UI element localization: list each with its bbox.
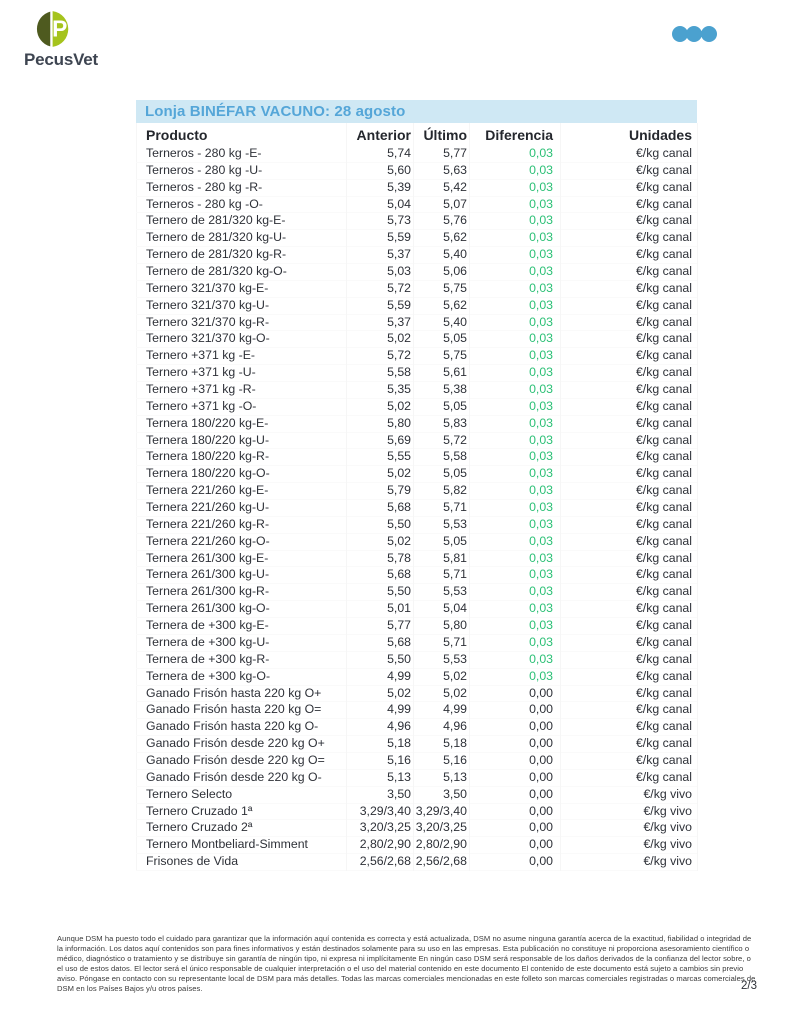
difference-cell: 0,03: [470, 668, 561, 685]
previous-price-cell: 5,77: [347, 618, 414, 635]
product-name-cell: Ternera 261/300 kg-R-: [137, 584, 347, 601]
product-name-cell: Ternero 321/370 kg-R-: [137, 314, 347, 331]
table-row: [137, 179, 698, 196]
latest-price-cell: 5,05: [414, 466, 470, 483]
product-name-cell: Ternera 221/260 kg-R-: [137, 516, 347, 533]
table-row: [137, 567, 698, 584]
product-name-cell: Terneros - 280 kg -R-: [137, 179, 347, 196]
table-row: [137, 365, 698, 382]
units-cell: €/kg canal: [561, 348, 698, 365]
table-row: [137, 719, 698, 736]
difference-cell: 0,00: [470, 702, 561, 719]
previous-price-cell: 5,80: [347, 415, 414, 432]
previous-price-cell: 5,03: [347, 264, 414, 281]
previous-price-cell: 5,50: [347, 651, 414, 668]
difference-cell: 0,03: [470, 280, 561, 297]
units-cell: €/kg canal: [561, 719, 698, 736]
difference-cell: 0,00: [470, 719, 561, 736]
difference-cell: 0,00: [470, 736, 561, 753]
latest-price-cell: 5,72: [414, 432, 470, 449]
table-row: [137, 466, 698, 483]
pecusvet-logo: [24, 10, 134, 70]
latest-price-cell: 5,75: [414, 348, 470, 365]
product-name-cell: Ternero 321/370 kg-U-: [137, 297, 347, 314]
difference-cell: 0,00: [470, 803, 561, 820]
latest-price-cell: 5,83: [414, 415, 470, 432]
previous-price-cell: 2,56/2,68: [347, 854, 414, 871]
product-name-cell: Ternera 180/220 kg-U-: [137, 432, 347, 449]
previous-price-cell: 5,16: [347, 752, 414, 769]
difference-cell: 0,03: [470, 196, 561, 213]
difference-cell: 0,03: [470, 382, 561, 399]
units-cell: €/kg canal: [561, 432, 698, 449]
units-cell: €/kg canal: [561, 618, 698, 635]
previous-price-cell: 5,58: [347, 365, 414, 382]
previous-price-cell: 5,68: [347, 567, 414, 584]
previous-price-cell: 5,02: [347, 331, 414, 348]
product-name-cell: Ternero de 281/320 kg-U-: [137, 230, 347, 247]
table-row: [137, 247, 698, 264]
latest-price-cell: 5,02: [414, 685, 470, 702]
units-cell: €/kg vivo: [561, 786, 698, 803]
previous-price-cell: 5,39: [347, 179, 414, 196]
previous-price-cell: 3,20/3,25: [347, 820, 414, 837]
units-cell: €/kg canal: [561, 584, 698, 601]
difference-cell: 0,03: [470, 398, 561, 415]
difference-cell: 0,03: [470, 500, 561, 517]
table-row: [137, 331, 698, 348]
difference-cell: 0,03: [470, 618, 561, 635]
table-row: [137, 854, 698, 871]
latest-price-cell: 2,80/2,90: [414, 837, 470, 854]
latest-price-cell: 5,16: [414, 752, 470, 769]
table-row: [137, 483, 698, 500]
difference-cell: 0,03: [470, 415, 561, 432]
units-cell: €/kg canal: [561, 736, 698, 753]
units-cell: €/kg canal: [561, 230, 698, 247]
product-name-cell: Ternera de +300 kg-U-: [137, 634, 347, 651]
table-row: [137, 837, 698, 854]
product-name-cell: Ternero Montbeliard-Simment: [137, 837, 347, 854]
latest-price-cell: 5,62: [414, 297, 470, 314]
previous-price-cell: 5,37: [347, 314, 414, 331]
product-name-cell: Frisones de Vida: [137, 854, 347, 871]
previous-price-cell: 5,72: [347, 348, 414, 365]
units-cell: €/kg vivo: [561, 837, 698, 854]
page-indicator: 2/3: [741, 980, 757, 992]
difference-cell: 0,03: [470, 179, 561, 196]
product-name-cell: Ternera de +300 kg-O-: [137, 668, 347, 685]
table-row: [137, 668, 698, 685]
difference-cell: 0,00: [470, 837, 561, 854]
difference-cell: 0,00: [470, 769, 561, 786]
table-row: [137, 162, 698, 179]
latest-price-cell: 5,38: [414, 382, 470, 399]
dot-icon: [686, 26, 702, 42]
latest-price-cell: 5,02: [414, 668, 470, 685]
previous-price-cell: 5,68: [347, 634, 414, 651]
product-name-cell: Ganado Frisón desde 220 kg O+: [137, 736, 347, 753]
table-row: [137, 752, 698, 769]
table-row: [137, 584, 698, 601]
latest-price-cell: 3,29/3,40: [414, 803, 470, 820]
latest-price-cell: 5,82: [414, 483, 470, 500]
table-row: [137, 280, 698, 297]
table-row: [137, 230, 698, 247]
difference-cell: 0,00: [470, 752, 561, 769]
latest-price-cell: 5,05: [414, 533, 470, 550]
previous-price-cell: 3,29/3,40: [347, 803, 414, 820]
table-row: [137, 769, 698, 786]
section-title: Lonja BINÉFAR VACUNO: 28 agosto: [145, 103, 406, 120]
table-row: [137, 634, 698, 651]
table-row: [137, 533, 698, 550]
previous-price-cell: 5,79: [347, 483, 414, 500]
previous-price-cell: 5,50: [347, 516, 414, 533]
difference-cell: 0,03: [470, 483, 561, 500]
table-row: [137, 398, 698, 415]
difference-cell: 0,00: [470, 685, 561, 702]
previous-price-cell: 5,59: [347, 230, 414, 247]
units-cell: €/kg canal: [561, 550, 698, 567]
table-row: [137, 449, 698, 466]
latest-price-cell: 5,53: [414, 651, 470, 668]
table-row: [137, 500, 698, 517]
table-row: [137, 213, 698, 230]
product-name-cell: Ganado Frisón hasta 220 kg O-: [137, 719, 347, 736]
latest-price-cell: 5,05: [414, 398, 470, 415]
units-cell: €/kg canal: [561, 449, 698, 466]
product-name-cell: Ternera 221/260 kg-U-: [137, 500, 347, 517]
latest-price-cell: 5,71: [414, 567, 470, 584]
units-cell: €/kg canal: [561, 247, 698, 264]
table-row: [137, 382, 698, 399]
product-name-cell: Ternero de 281/320 kg-O-: [137, 264, 347, 281]
previous-price-cell: 5,35: [347, 382, 414, 399]
units-cell: €/kg canal: [561, 685, 698, 702]
brand-name: PecusVet: [24, 50, 99, 69]
units-cell: €/kg canal: [561, 752, 698, 769]
previous-price-cell: 5,68: [347, 500, 414, 517]
product-name-cell: Ganado Frisón desde 220 kg O=: [137, 752, 347, 769]
difference-cell: 0,03: [470, 466, 561, 483]
latest-price-cell: 5,77: [414, 146, 470, 162]
table-row: [137, 803, 698, 820]
product-name-cell: Ternero Cruzado 1ª: [137, 803, 347, 820]
previous-price-cell: 3,50: [347, 786, 414, 803]
units-cell: €/kg canal: [561, 196, 698, 213]
latest-price-cell: 5,07: [414, 196, 470, 213]
table-row: [137, 196, 698, 213]
product-name-cell: Ternera 261/300 kg-O-: [137, 601, 347, 618]
difference-cell: 0,03: [470, 516, 561, 533]
product-name-cell: Ganado Frisón desde 220 kg O-: [137, 769, 347, 786]
units-cell: €/kg canal: [561, 702, 698, 719]
dot-icon: [701, 26, 717, 42]
units-cell: €/kg canal: [561, 365, 698, 382]
table-row: [137, 348, 698, 365]
previous-price-cell: 5,69: [347, 432, 414, 449]
product-name-cell: Ternera 180/220 kg-O-: [137, 466, 347, 483]
previous-price-cell: 5,18: [347, 736, 414, 753]
latest-price-cell: 3,20/3,25: [414, 820, 470, 837]
latest-price-cell: 5,42: [414, 179, 470, 196]
latest-price-cell: 5,71: [414, 634, 470, 651]
difference-cell: 0,03: [470, 162, 561, 179]
product-name-cell: Ternera 221/260 kg-E-: [137, 483, 347, 500]
latest-price-cell: 5,61: [414, 365, 470, 382]
latest-price-cell: 5,63: [414, 162, 470, 179]
table-row: [137, 432, 698, 449]
units-cell: €/kg canal: [561, 483, 698, 500]
difference-cell: 0,03: [470, 634, 561, 651]
footer-disclaimer: Aunque DSM ha puesto todo el cuidado para garantizar que la información aquí contenida es correcta y está actualizada, DSM no asume ninguna garantía acerca de la exactitud, fiabilidad o integridad de la información. Los datos aquí contenidos son para fines informativos y están destinados solamente para su uso en las empresas. Esta publicación no constituye ni proporciona asesoramiento científico o médico, diagnóstico o tratamiento y se distribuye sin garantía de ningún tipo, ni expresa ni implícitamente En ningún caso DSM será responsable de los daños derivados de la confianza del lector sobre, o el uso de estos datos. El lector será el único responsable de cualquier interpretación o el uso del material contenido en este documento El contenido de este documento está sujeto a cambios sin previo aviso. Póngase en contacto con su representante local de DSM para más detalles. Todas las marcas comerciales mencionadas en este folleto son marcas comerciales registradas o marcas comerciales de DSM en los Países Bajos y/u otros países.: [57, 934, 756, 994]
previous-price-cell: 5,59: [347, 297, 414, 314]
column-header-unidades: Unidades: [561, 123, 698, 146]
latest-price-cell: 4,99: [414, 702, 470, 719]
product-name-cell: Ternero +371 kg -E-: [137, 348, 347, 365]
units-cell: €/kg canal: [561, 668, 698, 685]
units-cell: €/kg canal: [561, 634, 698, 651]
previous-price-cell: 5,02: [347, 533, 414, 550]
difference-cell: 0,03: [470, 449, 561, 466]
product-name-cell: Ternero Selecto: [137, 786, 347, 803]
product-name-cell: Ternera de +300 kg-R-: [137, 651, 347, 668]
table-row: [137, 786, 698, 803]
units-cell: €/kg canal: [561, 533, 698, 550]
difference-cell: 0,03: [470, 331, 561, 348]
previous-price-cell: 5,74: [347, 146, 414, 162]
units-cell: €/kg vivo: [561, 803, 698, 820]
difference-cell: 0,03: [470, 297, 561, 314]
difference-cell: 0,03: [470, 651, 561, 668]
latest-price-cell: 5,40: [414, 314, 470, 331]
product-name-cell: Terneros - 280 kg -U-: [137, 162, 347, 179]
previous-price-cell: 5,13: [347, 769, 414, 786]
previous-price-cell: 5,01: [347, 601, 414, 618]
units-cell: €/kg canal: [561, 466, 698, 483]
latest-price-cell: 5,71: [414, 500, 470, 517]
units-cell: €/kg canal: [561, 415, 698, 432]
product-name-cell: Ternero Cruzado 2ª: [137, 820, 347, 837]
units-cell: €/kg canal: [561, 601, 698, 618]
latest-price-cell: 5,13: [414, 769, 470, 786]
previous-price-cell: 4,99: [347, 668, 414, 685]
difference-cell: 0,03: [470, 550, 561, 567]
product-name-cell: Ternero +371 kg -U-: [137, 365, 347, 382]
difference-cell: 0,03: [470, 247, 561, 264]
product-name-cell: Ternera de +300 kg-E-: [137, 618, 347, 635]
difference-cell: 0,03: [470, 314, 561, 331]
latest-price-cell: 3,50: [414, 786, 470, 803]
units-cell: €/kg canal: [561, 500, 698, 517]
latest-price-cell: 5,06: [414, 264, 470, 281]
table-row: [137, 736, 698, 753]
table-row: [137, 415, 698, 432]
latest-price-cell: 5,58: [414, 449, 470, 466]
product-name-cell: Terneros - 280 kg -E-: [137, 146, 347, 162]
previous-price-cell: 5,02: [347, 466, 414, 483]
latest-price-cell: 5,53: [414, 516, 470, 533]
latest-price-cell: 5,40: [414, 247, 470, 264]
column-header-ultimo: Último: [414, 123, 470, 146]
three-dots-decoration: [672, 26, 720, 42]
latest-price-cell: 4,96: [414, 719, 470, 736]
units-cell: €/kg canal: [561, 146, 698, 162]
column-header-producto: Producto: [137, 123, 347, 146]
units-cell: €/kg canal: [561, 567, 698, 584]
price-table: [136, 123, 698, 871]
difference-cell: 0,03: [470, 146, 561, 162]
previous-price-cell: 5,60: [347, 162, 414, 179]
units-cell: €/kg canal: [561, 314, 698, 331]
difference-cell: 0,00: [470, 854, 561, 871]
units-cell: €/kg vivo: [561, 820, 698, 837]
product-name-cell: Ternera 261/300 kg-U-: [137, 567, 347, 584]
previous-price-cell: 4,96: [347, 719, 414, 736]
difference-cell: 0,03: [470, 365, 561, 382]
product-name-cell: Ternera 180/220 kg-R-: [137, 449, 347, 466]
difference-cell: 0,03: [470, 230, 561, 247]
difference-cell: 0,03: [470, 264, 561, 281]
previous-price-cell: 5,02: [347, 398, 414, 415]
difference-cell: 0,03: [470, 213, 561, 230]
product-name-cell: Ternero +371 kg -O-: [137, 398, 347, 415]
difference-cell: 0,03: [470, 584, 561, 601]
table-row: [137, 685, 698, 702]
product-name-cell: Terneros - 280 kg -O-: [137, 196, 347, 213]
product-name-cell: Ganado Frisón hasta 220 kg O+: [137, 685, 347, 702]
units-cell: €/kg canal: [561, 297, 698, 314]
table-row: [137, 146, 698, 162]
price-table-body: [137, 146, 698, 870]
latest-price-cell: 5,04: [414, 601, 470, 618]
latest-price-cell: 5,62: [414, 230, 470, 247]
svg-text:P: P: [52, 15, 68, 42]
units-cell: €/kg canal: [561, 179, 698, 196]
units-cell: €/kg canal: [561, 651, 698, 668]
latest-price-cell: 5,53: [414, 584, 470, 601]
product-name-cell: Ternera 261/300 kg-E-: [137, 550, 347, 567]
previous-price-cell: 5,73: [347, 213, 414, 230]
previous-price-cell: 5,02: [347, 685, 414, 702]
units-cell: €/kg canal: [561, 331, 698, 348]
product-name-cell: Ternero +371 kg -R-: [137, 382, 347, 399]
product-name-cell: Ternero 321/370 kg-O-: [137, 331, 347, 348]
product-name-cell: Ternera 221/260 kg-O-: [137, 533, 347, 550]
table-row: [137, 264, 698, 281]
units-cell: €/kg canal: [561, 213, 698, 230]
difference-cell: 0,03: [470, 348, 561, 365]
latest-price-cell: 5,81: [414, 550, 470, 567]
units-cell: €/kg vivo: [561, 854, 698, 871]
latest-price-cell: 5,76: [414, 213, 470, 230]
product-name-cell: Ganado Frisón hasta 220 kg O=: [137, 702, 347, 719]
product-name-cell: Ternero 321/370 kg-E-: [137, 280, 347, 297]
difference-cell: 0,03: [470, 601, 561, 618]
previous-price-cell: 5,37: [347, 247, 414, 264]
product-name-cell: Ternero de 281/320 kg-R-: [137, 247, 347, 264]
previous-price-cell: 5,72: [347, 280, 414, 297]
table-row: [137, 820, 698, 837]
difference-cell: 0,00: [470, 786, 561, 803]
column-header-diferencia: Diferencia: [470, 123, 561, 146]
section-title-bar: [136, 100, 697, 123]
table-row: [137, 618, 698, 635]
table-row: [137, 601, 698, 618]
latest-price-cell: 2,56/2,68: [414, 854, 470, 871]
previous-price-cell: 2,80/2,90: [347, 837, 414, 854]
column-header-anterior: Anterior: [347, 123, 414, 146]
previous-price-cell: 5,55: [347, 449, 414, 466]
product-name-cell: Ternero de 281/320 kg-E-: [137, 213, 347, 230]
previous-price-cell: 5,50: [347, 584, 414, 601]
units-cell: €/kg canal: [561, 280, 698, 297]
table-row: [137, 550, 698, 567]
units-cell: €/kg canal: [561, 516, 698, 533]
price-table-header: [137, 123, 698, 146]
table-row: [137, 516, 698, 533]
units-cell: €/kg canal: [561, 264, 698, 281]
difference-cell: 0,03: [470, 567, 561, 584]
units-cell: €/kg canal: [561, 162, 698, 179]
previous-price-cell: 5,04: [347, 196, 414, 213]
latest-price-cell: 5,05: [414, 331, 470, 348]
previous-price-cell: 5,78: [347, 550, 414, 567]
latest-price-cell: 5,75: [414, 280, 470, 297]
table-row: [137, 297, 698, 314]
units-cell: €/kg canal: [561, 398, 698, 415]
units-cell: €/kg canal: [561, 382, 698, 399]
latest-price-cell: 5,18: [414, 736, 470, 753]
previous-price-cell: 4,99: [347, 702, 414, 719]
table-row: [137, 314, 698, 331]
pecusvet-logo-icon: [36, 10, 74, 48]
difference-cell: 0,03: [470, 533, 561, 550]
units-cell: €/kg canal: [561, 769, 698, 786]
difference-cell: 0,03: [470, 432, 561, 449]
table-row: [137, 651, 698, 668]
table-row: [137, 702, 698, 719]
difference-cell: 0,00: [470, 820, 561, 837]
latest-price-cell: 5,80: [414, 618, 470, 635]
product-name-cell: Ternera 180/220 kg-E-: [137, 415, 347, 432]
